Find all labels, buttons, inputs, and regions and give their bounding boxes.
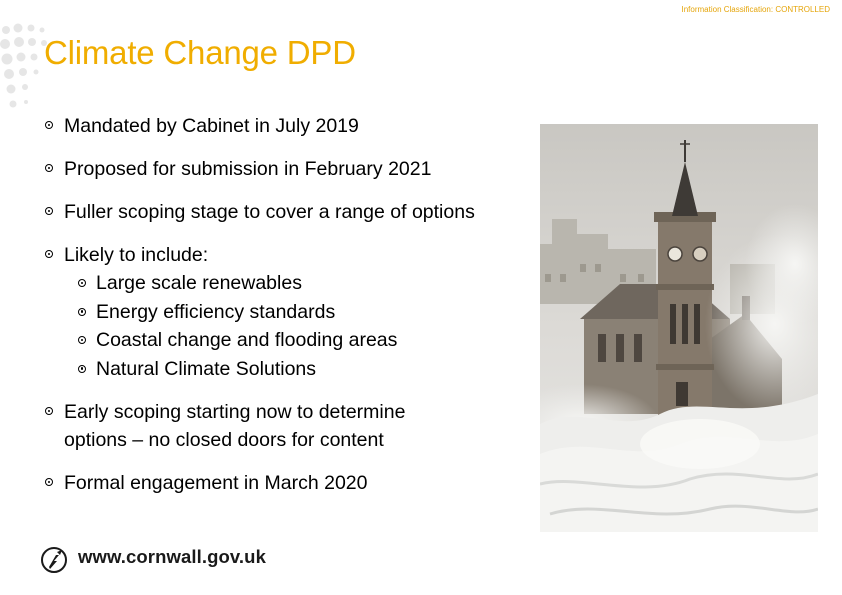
sub-bullet-text: Large scale renewables — [96, 272, 302, 294]
bullet-text-continued: options – no closed doors for content — [64, 429, 384, 451]
bullet-item — [44, 155, 534, 183]
bullet-item — [44, 398, 534, 454]
slide-title: Climate Change DPD — [44, 34, 356, 71]
bullet-icon — [45, 207, 53, 215]
bullet-item — [44, 241, 534, 269]
sub-bullet-item — [44, 298, 534, 327]
cornwall-council-logo-icon — [40, 546, 68, 574]
bullet-text: Fuller scoping stage to cover a range of options — [64, 201, 475, 223]
bullet-icon — [45, 250, 53, 258]
sub-bullet-text: Energy efficiency standards — [96, 300, 336, 323]
sub-bullet-text: Coastal change and flooding areas — [96, 329, 398, 351]
classification-label: Information Classification: CONTROLLED — [681, 5, 830, 14]
bullet-icon — [78, 365, 86, 373]
sub-bullet-item — [44, 269, 534, 298]
bullet-text: Formal engagement in March 2020 — [64, 472, 368, 494]
bullet-icon — [78, 308, 86, 316]
bullet-text: Proposed for submission in February 2021 — [64, 158, 432, 180]
sub-bullet-item — [44, 326, 534, 355]
bullet-text: Early scoping starting now to determine — [64, 401, 406, 423]
bullet-icon — [45, 164, 53, 172]
bullet-icon — [45, 478, 53, 486]
bullet-icon — [45, 407, 53, 415]
bullet-item — [44, 198, 534, 226]
footer-url: www.cornwall.gov.uk — [78, 546, 266, 567]
sub-bullet-text: Natural Climate Solutions — [96, 357, 317, 380]
bullet-text: Likely to include: — [64, 244, 209, 266]
clock-tower-storm-photo — [540, 124, 818, 532]
bullet-icon — [45, 121, 53, 129]
bullet-list — [44, 112, 534, 497]
sub-bullet-item — [44, 355, 534, 384]
bullet-icon — [78, 279, 86, 287]
bullet-icon — [78, 336, 86, 344]
bullet-item — [44, 112, 534, 140]
bullet-item — [44, 469, 534, 497]
bullet-text: Mandated by Cabinet in July 2019 — [64, 115, 359, 137]
